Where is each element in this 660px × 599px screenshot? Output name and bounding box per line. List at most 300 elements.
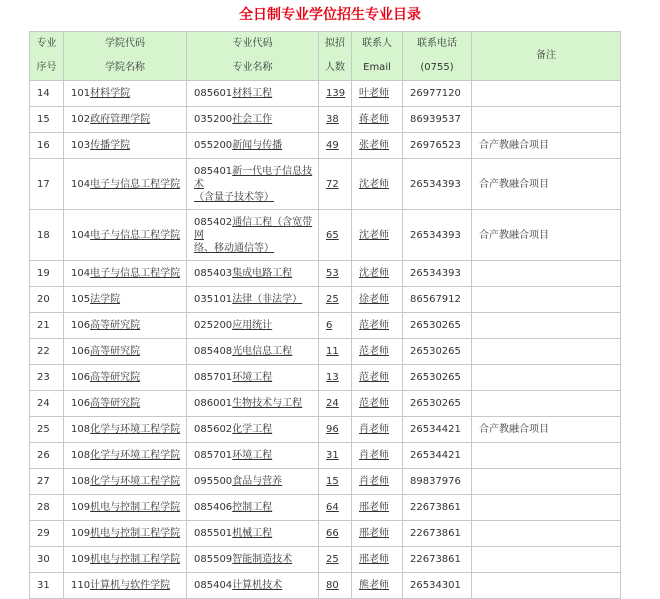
major-cell <box>187 547 319 573</box>
major-code: 085403 <box>194 268 233 279</box>
seq-number: 24 <box>37 398 50 409</box>
phone-number: 26534421 <box>410 424 461 435</box>
quota-link[interactable]: 64 <box>326 502 339 513</box>
school-code: 106 <box>71 398 91 409</box>
seq-number: 14 <box>37 88 50 99</box>
phone-number: 86567912 <box>410 294 461 305</box>
phone-number: 86939537 <box>410 114 461 125</box>
contact-email-link[interactable]: 沈老师 <box>359 178 389 190</box>
contact-cell <box>352 417 403 443</box>
school-name-link[interactable]: 机电与控制工程学院 <box>90 554 181 565</box>
remark-cell <box>472 547 621 573</box>
quota-link[interactable]: 6 <box>326 320 333 331</box>
phone-number: 26534421 <box>410 450 461 461</box>
quota-link[interactable]: 139 <box>326 88 346 99</box>
phone-cell <box>403 159 472 210</box>
table-row <box>30 261 621 287</box>
major-code: 085701 <box>194 450 233 461</box>
contact-email-link[interactable]: 肖老师 <box>359 476 389 487</box>
major-name-link[interactable]: 环境工程 <box>232 450 273 461</box>
contact-email-link[interactable]: 肖老师 <box>359 450 389 461</box>
phone-cell <box>403 547 472 573</box>
major-cell <box>187 521 319 547</box>
quota-cell <box>319 365 352 391</box>
table-row <box>30 495 621 521</box>
school-cell <box>64 339 187 365</box>
seq-cell <box>30 495 64 521</box>
quota-cell <box>319 210 352 261</box>
phone-number: 22673861 <box>410 528 461 539</box>
quota-cell <box>319 287 352 313</box>
major-cell <box>187 159 319 210</box>
major-cell <box>187 573 319 599</box>
header-seq: 专业 序号 <box>30 32 64 81</box>
header-quota: 拟招 人数 <box>319 32 352 81</box>
contact-cell <box>352 133 403 159</box>
seq-cell <box>30 81 64 107</box>
contact-email-link[interactable]: 邢老师 <box>359 502 389 513</box>
phone-cell <box>403 417 472 443</box>
contact-cell <box>352 573 403 599</box>
major-name-link[interactable]: 新一代电子信息技术 <box>194 165 313 190</box>
seq-number: 16 <box>37 140 50 151</box>
school-cell <box>64 287 187 313</box>
major-name-link[interactable]: 计算机技术 <box>232 580 283 591</box>
school-code: 106 <box>71 346 91 357</box>
quota-link[interactable]: 38 <box>326 114 339 125</box>
seq-cell <box>30 547 64 573</box>
quota-link[interactable]: 96 <box>326 424 339 435</box>
seq-cell <box>30 261 64 287</box>
school-cell <box>64 365 187 391</box>
phone-number: 26977120 <box>410 88 461 99</box>
school-cell <box>64 417 187 443</box>
program-catalog-table <box>29 31 621 599</box>
seq-number: 30 <box>37 554 50 565</box>
phone-cell <box>403 287 472 313</box>
major-name-link[interactable]: 机械工程 <box>232 528 273 539</box>
contact-email-link[interactable]: 邢老师 <box>359 528 389 539</box>
school-cell <box>64 133 187 159</box>
seq-cell <box>30 365 64 391</box>
table-row <box>30 443 621 469</box>
phone-cell <box>403 521 472 547</box>
phone-number: 26534393 <box>410 178 461 190</box>
seq-cell <box>30 573 64 599</box>
seq-cell <box>30 339 64 365</box>
major-name-link[interactable]: 化学工程 <box>232 424 273 435</box>
school-name-link[interactable]: 高等研究院 <box>90 398 141 409</box>
contact-email-link[interactable]: 叶老师 <box>359 88 389 99</box>
contact-cell <box>352 469 403 495</box>
seq-number: 28 <box>37 502 50 513</box>
school-cell <box>64 107 187 133</box>
school-name-link[interactable]: 化学与环境工程学院 <box>90 424 181 435</box>
table-row <box>30 210 621 261</box>
major-code: 035101 <box>194 294 233 305</box>
table-row <box>30 391 621 417</box>
phone-cell <box>403 469 472 495</box>
page-title: 全日制专业学位招生专业目录 <box>239 7 421 23</box>
quota-link[interactable]: 72 <box>326 178 339 190</box>
phone-number: 26530265 <box>410 346 461 357</box>
major-name-link[interactable]: 应用统计 <box>232 320 273 331</box>
contact-email-link[interactable]: 肖老师 <box>359 424 389 435</box>
school-code: 108 <box>71 424 91 435</box>
major-name-link[interactable]: 法律（非法学） <box>232 294 303 305</box>
major-name-link[interactable]: 环境工程 <box>232 372 273 383</box>
major-name-link-cont[interactable]: 络、移动通信等） <box>194 242 274 254</box>
phone-cell <box>403 443 472 469</box>
school-cell <box>64 469 187 495</box>
seq-cell <box>30 313 64 339</box>
school-name-link[interactable]: 材料学院 <box>90 88 131 99</box>
major-code: 085408 <box>194 346 233 357</box>
quota-cell <box>319 547 352 573</box>
table-row <box>30 573 621 599</box>
major-code: 085701 <box>194 372 233 383</box>
major-name-link[interactable]: 通信工程（含宽带网 <box>194 216 313 241</box>
seq-number: 20 <box>37 294 50 305</box>
seq-number: 15 <box>37 114 50 125</box>
school-code: 106 <box>71 372 91 383</box>
contact-email-link[interactable]: 熊老师 <box>359 580 389 591</box>
school-name-link[interactable]: 计算机与软件学院 <box>90 580 171 591</box>
quota-link[interactable]: 13 <box>326 372 339 383</box>
seq-number: 21 <box>37 320 50 331</box>
quota-link[interactable]: 65 <box>326 229 339 241</box>
contact-email-link[interactable]: 张老师 <box>359 140 389 151</box>
school-cell <box>64 573 187 599</box>
remark-cell <box>472 133 621 159</box>
school-code: 109 <box>71 502 91 513</box>
school-name-link[interactable]: 机电与控制工程学院 <box>90 528 181 539</box>
major-cell <box>187 339 319 365</box>
quota-link[interactable]: 31 <box>326 450 339 461</box>
major-name-link[interactable]: 光电信息工程 <box>232 346 293 357</box>
phone-number: 22673861 <box>410 554 461 565</box>
remark-cell <box>472 417 621 443</box>
quota-link[interactable]: 24 <box>326 398 339 409</box>
major-cell <box>187 210 319 261</box>
school-name-link[interactable]: 电子与信息工程学院 <box>90 268 181 279</box>
major-code: 085406 <box>194 502 233 513</box>
phone-cell <box>403 495 472 521</box>
seq-number: 27 <box>37 476 50 487</box>
school-code: 108 <box>71 476 91 487</box>
contact-email-link[interactable]: 范老师 <box>359 346 389 357</box>
phone-number: 26534393 <box>410 268 461 279</box>
school-code: 110 <box>71 580 91 591</box>
quota-cell <box>319 443 352 469</box>
school-name-link[interactable]: 高等研究院 <box>90 372 141 383</box>
major-cell <box>187 133 319 159</box>
contact-cell <box>352 261 403 287</box>
school-cell <box>64 443 187 469</box>
contact-cell <box>352 107 403 133</box>
table-row <box>30 365 621 391</box>
seq-number: 22 <box>37 346 50 357</box>
contact-email-link[interactable]: 范老师 <box>359 372 389 383</box>
table-header-row <box>30 32 621 81</box>
contact-cell <box>352 521 403 547</box>
seq-number: 19 <box>37 268 50 279</box>
school-code: 103 <box>71 140 91 151</box>
major-name-link[interactable]: 食品与营养 <box>232 476 283 487</box>
table-row <box>30 107 621 133</box>
major-cell <box>187 261 319 287</box>
quota-cell <box>319 521 352 547</box>
quota-link[interactable]: 66 <box>326 528 339 539</box>
header-school: 学院代码 学院名称 <box>64 32 187 81</box>
quota-cell <box>319 81 352 107</box>
seq-cell <box>30 159 64 210</box>
contact-cell <box>352 81 403 107</box>
major-cell <box>187 107 319 133</box>
contact-cell <box>352 495 403 521</box>
remark-cell <box>472 365 621 391</box>
quota-cell <box>319 159 352 210</box>
table-row <box>30 417 621 443</box>
major-code: 085602 <box>194 424 233 435</box>
quota-cell <box>319 107 352 133</box>
table-row <box>30 287 621 313</box>
remark-cell <box>472 159 621 210</box>
school-name-link[interactable]: 化学与环境工程学院 <box>90 450 181 461</box>
major-code: 085404 <box>194 580 233 591</box>
remark-cell <box>472 521 621 547</box>
school-code: 106 <box>71 320 91 331</box>
school-name-link[interactable]: 电子与信息工程学院 <box>90 178 181 190</box>
table-row <box>30 133 621 159</box>
contact-email-link[interactable]: 范老师 <box>359 398 389 409</box>
quota-link[interactable]: 15 <box>326 476 339 487</box>
remark-cell <box>472 313 621 339</box>
school-code: 108 <box>71 450 91 461</box>
quota-cell <box>319 573 352 599</box>
contact-email-link[interactable]: 徐老师 <box>359 294 389 305</box>
remark-cell <box>472 81 621 107</box>
school-code: 104 <box>71 178 91 190</box>
school-code: 104 <box>71 229 91 241</box>
phone-cell <box>403 133 472 159</box>
major-cell <box>187 391 319 417</box>
contact-cell <box>352 339 403 365</box>
contact-cell <box>352 391 403 417</box>
remark-cell <box>472 210 621 261</box>
header-remark: 备注 <box>472 32 621 81</box>
school-cell <box>64 210 187 261</box>
seq-cell <box>30 469 64 495</box>
quota-link[interactable]: 53 <box>326 268 339 279</box>
contact-cell <box>352 365 403 391</box>
phone-cell <box>403 261 472 287</box>
remark-cell <box>472 573 621 599</box>
quota-cell <box>319 261 352 287</box>
phone-cell <box>403 339 472 365</box>
seq-number: 26 <box>37 450 50 461</box>
major-code: 035200 <box>194 114 233 125</box>
remark-text: 合产教融合项目 <box>479 140 549 151</box>
seq-cell <box>30 521 64 547</box>
header-major: 专业代码 专业名称 <box>187 32 319 81</box>
header-contact: 联系人 Email <box>352 32 403 81</box>
major-name-link[interactable]: 控制工程 <box>232 502 273 513</box>
quota-link[interactable]: 11 <box>326 346 339 357</box>
phone-cell <box>403 81 472 107</box>
table-row <box>30 81 621 107</box>
table-row <box>30 159 621 210</box>
header-phone: 联系电话 (0755) <box>403 32 472 81</box>
table-row <box>30 469 621 495</box>
major-name-link[interactable]: 智能制造技术 <box>232 554 293 565</box>
remark-cell <box>472 339 621 365</box>
phone-cell <box>403 210 472 261</box>
school-cell <box>64 521 187 547</box>
major-code: 085601 <box>194 88 233 99</box>
school-cell <box>64 547 187 573</box>
remark-cell <box>472 261 621 287</box>
quota-link[interactable]: 25 <box>326 294 339 305</box>
table-row <box>30 547 621 573</box>
remark-text: 合产教融合项目 <box>479 229 549 241</box>
school-name-link[interactable]: 化学与环境工程学院 <box>90 476 181 487</box>
phone-cell <box>403 365 472 391</box>
school-name-link[interactable]: 传播学院 <box>90 140 131 151</box>
school-code: 102 <box>71 114 91 125</box>
major-code: 085509 <box>194 554 233 565</box>
school-name-link[interactable]: 电子与信息工程学院 <box>90 229 181 241</box>
major-cell <box>187 469 319 495</box>
contact-email-link[interactable]: 蒋老师 <box>359 114 389 125</box>
contact-cell <box>352 547 403 573</box>
seq-cell <box>30 210 64 261</box>
seq-cell <box>30 287 64 313</box>
contact-email-link[interactable]: 沈老师 <box>359 268 389 279</box>
school-cell <box>64 391 187 417</box>
seq-number: 25 <box>37 424 50 435</box>
phone-number: 26530265 <box>410 320 461 331</box>
remark-text: 合产教融合项目 <box>479 424 549 435</box>
major-cell <box>187 443 319 469</box>
school-name-link[interactable]: 机电与控制工程学院 <box>90 502 181 513</box>
seq-number: 18 <box>37 229 50 241</box>
major-code: 095500 <box>194 476 233 487</box>
contact-cell <box>352 313 403 339</box>
table-row <box>30 339 621 365</box>
seq-cell <box>30 417 64 443</box>
quota-cell <box>319 391 352 417</box>
school-cell <box>64 81 187 107</box>
school-code: 109 <box>71 554 91 565</box>
school-code: 109 <box>71 528 91 539</box>
major-name-link[interactable]: 生物技术与工程 <box>232 398 303 409</box>
seq-number: 29 <box>37 528 50 539</box>
major-name-link-cont[interactable]: （含量子技术等） <box>194 191 274 203</box>
phone-number: 26534301 <box>410 580 461 591</box>
seq-cell <box>30 391 64 417</box>
school-cell <box>64 313 187 339</box>
table-row <box>30 521 621 547</box>
major-code: 085402 <box>194 216 233 228</box>
school-code: 104 <box>71 268 91 279</box>
school-name-link[interactable]: 法学院 <box>90 294 121 305</box>
phone-number: 26530265 <box>410 398 461 409</box>
major-cell <box>187 417 319 443</box>
remark-cell <box>472 287 621 313</box>
seq-number: 23 <box>37 372 50 383</box>
school-cell <box>64 159 187 210</box>
contact-cell <box>352 443 403 469</box>
major-cell <box>187 365 319 391</box>
remark-cell <box>472 495 621 521</box>
remark-cell <box>472 469 621 495</box>
major-code: 085401 <box>194 165 233 177</box>
contact-cell <box>352 159 403 210</box>
phone-number: 89837976 <box>410 476 461 487</box>
seq-cell <box>30 443 64 469</box>
seq-cell <box>30 133 64 159</box>
table-row <box>30 313 621 339</box>
quota-cell <box>319 417 352 443</box>
quota-link[interactable]: 25 <box>326 554 339 565</box>
school-cell <box>64 495 187 521</box>
major-name-link[interactable]: 材料工程 <box>232 88 273 99</box>
quota-cell <box>319 339 352 365</box>
quota-link[interactable]: 49 <box>326 140 339 151</box>
major-name-link[interactable]: 社会工作 <box>232 114 273 125</box>
seq-cell <box>30 107 64 133</box>
contact-email-link[interactable]: 沈老师 <box>359 229 389 241</box>
school-name-link[interactable]: 高等研究院 <box>90 346 141 357</box>
contact-email-link[interactable]: 范老师 <box>359 320 389 331</box>
quota-link[interactable]: 80 <box>326 580 339 591</box>
phone-cell <box>403 107 472 133</box>
major-cell <box>187 81 319 107</box>
major-code: 025200 <box>194 320 233 331</box>
major-code: 086001 <box>194 398 233 409</box>
phone-number: 22673861 <box>410 502 461 513</box>
quota-cell <box>319 469 352 495</box>
contact-cell <box>352 287 403 313</box>
quota-cell <box>319 133 352 159</box>
school-cell <box>64 261 187 287</box>
major-code: 085501 <box>194 528 233 539</box>
contact-cell <box>352 210 403 261</box>
school-code: 105 <box>71 294 91 305</box>
remark-text: 合产教融合项目 <box>479 178 549 190</box>
phone-number: 26534393 <box>410 229 461 241</box>
school-name-link[interactable]: 高等研究院 <box>90 320 141 331</box>
phone-cell <box>403 313 472 339</box>
phone-number: 26976523 <box>410 140 461 151</box>
major-cell <box>187 287 319 313</box>
major-name-link[interactable]: 新闻与传播 <box>232 140 283 151</box>
remark-cell <box>472 443 621 469</box>
phone-cell <box>403 573 472 599</box>
seq-number: 31 <box>37 580 50 591</box>
phone-cell <box>403 391 472 417</box>
quota-cell <box>319 495 352 521</box>
major-name-link[interactable]: 集成电路工程 <box>232 268 293 279</box>
remark-cell <box>472 107 621 133</box>
contact-email-link[interactable]: 邢老师 <box>359 554 389 565</box>
phone-number: 26530265 <box>410 372 461 383</box>
major-code: 055200 <box>194 140 233 151</box>
remark-cell <box>472 391 621 417</box>
school-name-link[interactable]: 政府管理学院 <box>90 114 151 125</box>
quota-cell <box>319 313 352 339</box>
